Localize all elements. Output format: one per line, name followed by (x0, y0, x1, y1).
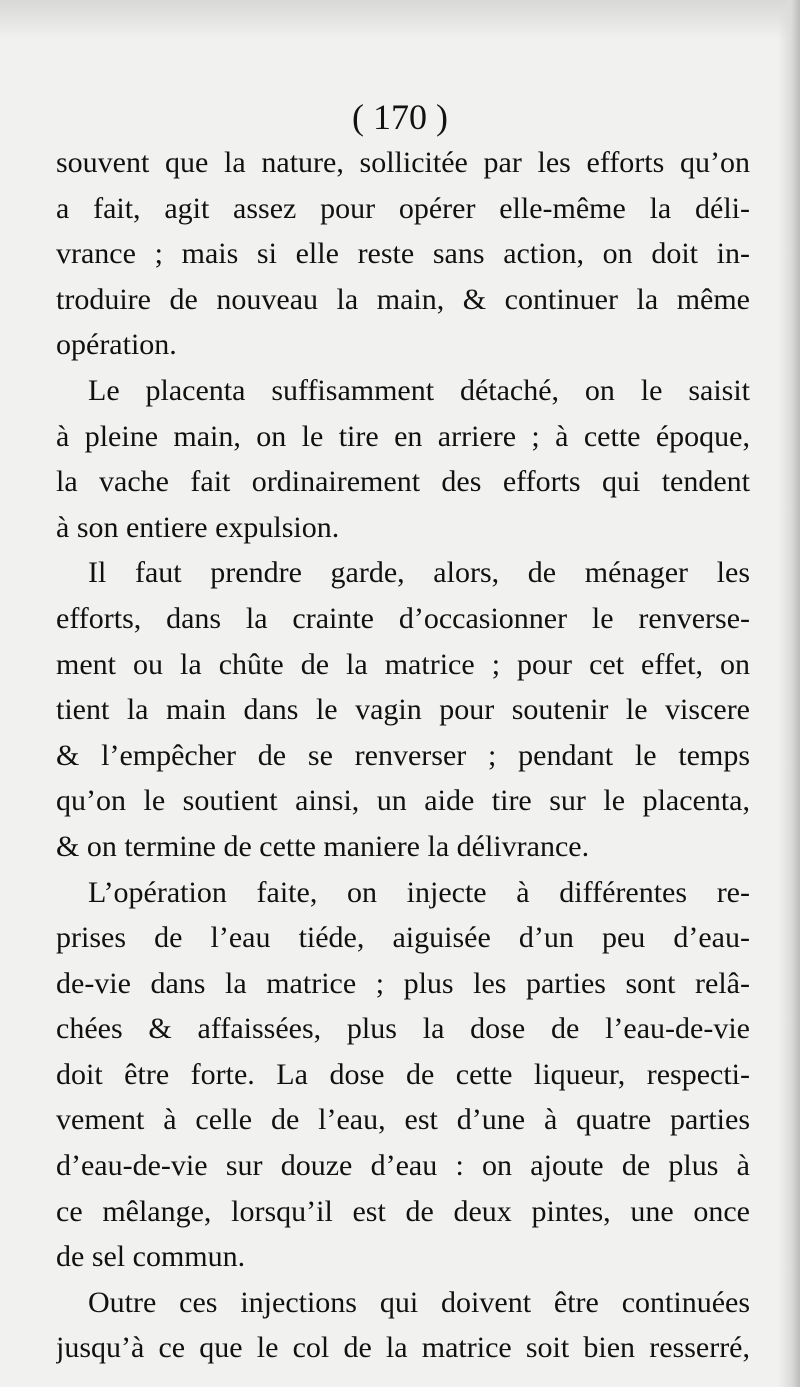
text-line: d’eau-de-vie sur douze d’eau : on ajoute de plus à (56, 1149, 750, 1183)
page-shadow-top (0, 0, 800, 40)
text-line: vement à celle de l’eau, est d’une à quatre parties (56, 1103, 750, 1137)
text-line: troduire de nouveau la main, & continuer la même (56, 282, 750, 316)
text-line: L’opération faite, on injecte à différentes re- (88, 875, 750, 909)
text-line: chées & affaissées, plus la dose de l’eau-de-vie (56, 1012, 750, 1046)
text-line: ment ou la chûte de la matrice ; pour cet effet, on (56, 647, 750, 681)
text-line: efforts, dans la crainte d’occasionner le renverse- (56, 601, 750, 635)
text-line: de-vie dans la matrice ; plus les parties sont relâ- (56, 966, 750, 1000)
text-line: & on termine de cette maniere la délivrance. (56, 829, 590, 863)
text-line: opération. (56, 328, 177, 362)
page-number: ( 170 ) (352, 97, 448, 137)
body-text (56, 140, 750, 1371)
text-line: & l’empêcher de se renverser ; pendant le temps (56, 738, 750, 772)
text-line: doit être forte. La dose de cette liqueur, respecti- (56, 1057, 750, 1091)
text-line: Le placenta suffisamment détaché, on le saisit (88, 373, 750, 407)
text-line: ce mêlange, lorsqu’il est de deux pintes, une once (56, 1194, 750, 1228)
text-line: à pleine main, on le tire en arriere ; à cette époque, (56, 419, 750, 453)
text-line: Il faut prendre garde, alors, de ménager les (88, 556, 750, 590)
text-line: vrance ; mais si elle reste sans action, on doit in- (56, 237, 750, 271)
text-line: tient la main dans le vagin pour soutenir le viscere (56, 693, 750, 727)
text-line: jusqu’à ce que le col de la matrice soit bien resserré, (56, 1331, 750, 1365)
text-line: à son entiere expulsion. (56, 510, 340, 544)
text-line: la vache fait ordinairement des efforts qui tendent (56, 465, 750, 499)
text-line: a fait, agit assez pour opérer elle-même la déli- (56, 191, 750, 225)
text-line: qu’on le soutient ainsi, un aide tire sur le placenta, (56, 784, 750, 818)
page-shadow-right (778, 0, 800, 1387)
text-line: Outre ces injections qui doivent être continuées (88, 1285, 750, 1319)
text-line: prises de l’eau tiéde, aiguisée d’un peu d’eau- (56, 921, 750, 955)
text-line: de sel commun. (56, 1240, 246, 1274)
text-line: souvent que la nature, sollicitée par les efforts qu’on (56, 146, 750, 179)
